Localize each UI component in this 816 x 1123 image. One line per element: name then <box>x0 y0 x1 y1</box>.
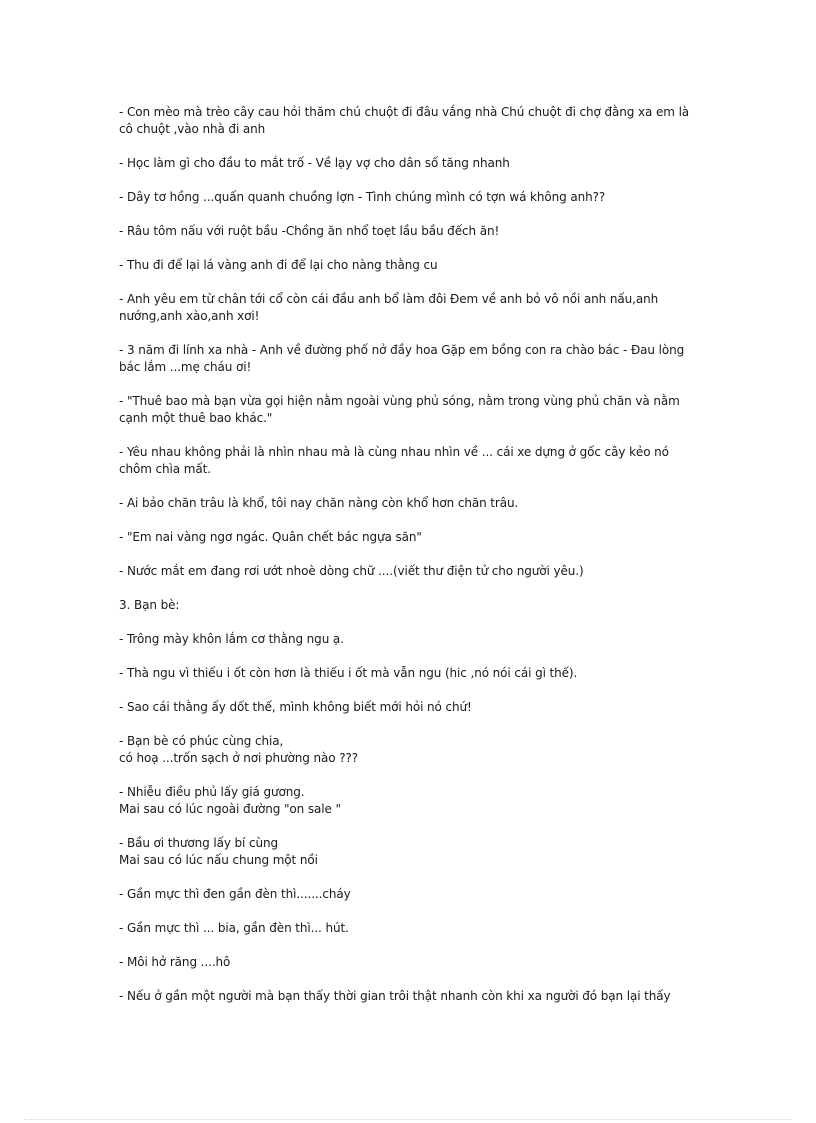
paragraph-line: - Anh yêu em từ chân tới cổ còn cái đầu anh bổ làm đôi Đem về anh bỏ vô nồi anh nấu,anh <box>119 292 659 306</box>
paragraph-line: - Dây tơ hồng ...quấn quanh chuồng lợn - Tình chúng mình có tợn wá không anh?? <box>119 190 606 204</box>
paragraph <box>119 920 709 937</box>
paragraph <box>119 257 709 274</box>
paragraph <box>119 444 709 478</box>
paragraph <box>119 597 709 614</box>
paragraph-line: - Học làm gì cho đầu to mắt trố - Về lạy vợ cho dân số tăng nhanh <box>119 156 510 170</box>
paragraph <box>119 155 709 172</box>
paragraph <box>119 631 709 648</box>
paragraph <box>119 886 709 903</box>
paragraph-line: - Bạn bè có phúc cùng chia, <box>119 734 284 748</box>
paragraph <box>119 784 709 818</box>
paragraph-line: nướng,anh xào,anh xơi! <box>119 309 260 323</box>
paragraph <box>119 699 709 716</box>
paragraph-line: - Bầu ơi thương lấy bí cùng <box>119 836 279 850</box>
paragraph <box>119 104 709 138</box>
paragraph-line: 3. Bạn bè: <box>119 598 180 612</box>
paragraph <box>119 529 709 546</box>
paragraph <box>119 223 709 240</box>
paragraph <box>119 733 709 767</box>
paragraph <box>119 665 709 682</box>
paragraph-line: - Yêu nhau không phải là nhìn nhau mà là cùng nhau nhìn về ... cái xe dựng ở gốc cây kẻo nó <box>119 445 669 459</box>
paragraph-line: - "Thuê bao mà bạn vừa gọi hiện nằm ngoài vùng phủ sóng, nằm trong vùng phủ chăn và nằm <box>119 394 680 408</box>
paragraph-line: Mai sau có lúc ngoài đường "on sale " <box>119 802 341 816</box>
paragraph-line: - Ai bảo chăn trâu là khổ, tôi nay chăn nàng còn khổ hơn chăn trâu. <box>119 496 519 510</box>
paragraph-line: - "Em nai vàng ngơ ngác. Quân chết bác ngựa săn" <box>119 530 422 544</box>
paragraph-line: - Nếu ở gần một người mà bạn thấy thời gian trôi thật nhanh còn khi xa người đó bạn lại thấy <box>119 989 671 1003</box>
paragraph-line: - Râu tôm nấu với ruột bầu -Chồng ăn nhổ toẹt lầu bầu đếch ăn! <box>119 224 500 238</box>
paragraph-line: bác lắm ...mẹ cháu ơi! <box>119 360 252 374</box>
paragraph <box>119 291 709 325</box>
paragraph-line: - Nước mắt em đang rơi ướt nhoè dòng chữ ....(viết thư điện tử cho người yêu.) <box>119 564 584 578</box>
paragraph <box>119 189 709 206</box>
paragraph-line: - Thu đi để lại lá vàng anh đi để lại cho nàng thằng cu <box>119 258 438 272</box>
paragraph-line: - Nhiễu điều phủ lấy giá gương. <box>119 785 305 799</box>
document-body <box>119 104 709 1022</box>
paragraph-line: - 3 năm đi lính xa nhà - Anh về đường phố nở đầy hoa Gặp em bồng con ra chào bác - Đau lòng <box>119 343 685 357</box>
paragraph-line: cạnh một thuê bao khác." <box>119 411 273 425</box>
paragraph <box>119 954 709 971</box>
page-bottom-rule <box>24 1119 792 1120</box>
paragraph <box>119 342 709 376</box>
paragraph-line: chôm chìa mất. <box>119 462 211 476</box>
paragraph <box>119 835 709 869</box>
paragraph-line: - Gần mực thì ... bia, gần đèn thì... hút. <box>119 921 349 935</box>
paragraph-line: có hoạ ...trốn sạch ở nơi phường nào ??? <box>119 751 359 765</box>
paragraph <box>119 563 709 580</box>
paragraph <box>119 495 709 512</box>
paragraph <box>119 393 709 427</box>
paragraph-line: - Con mèo mà trèo cây cau hỏi thăm chú chuột đi đâu vắng nhà Chú chuột đi chợ đằng xa em là <box>119 105 690 119</box>
paragraph-line: Mai sau có lúc nấu chung một nồi <box>119 853 318 867</box>
paragraph-line: - Môi hở răng ....hô <box>119 955 231 969</box>
paragraph <box>119 988 709 1005</box>
paragraph-line: - Trông mày khôn lắm cơ thằng ngu ạ. <box>119 632 344 646</box>
paragraph-line: - Sao cái thằng ấy dốt thế, mình không biết mới hỏi nó chứ! <box>119 700 472 714</box>
paragraph-line: - Gần mực thì đen gần đèn thì.......cháy <box>119 887 351 901</box>
paragraph-line: cô chuột ,vào nhà đi anh <box>119 122 266 136</box>
paragraph-line: - Thà ngu vì thiếu i ốt còn hơn là thiếu i ốt mà vẫn ngu (hic ,nó nói cái gì thế). <box>119 666 578 680</box>
